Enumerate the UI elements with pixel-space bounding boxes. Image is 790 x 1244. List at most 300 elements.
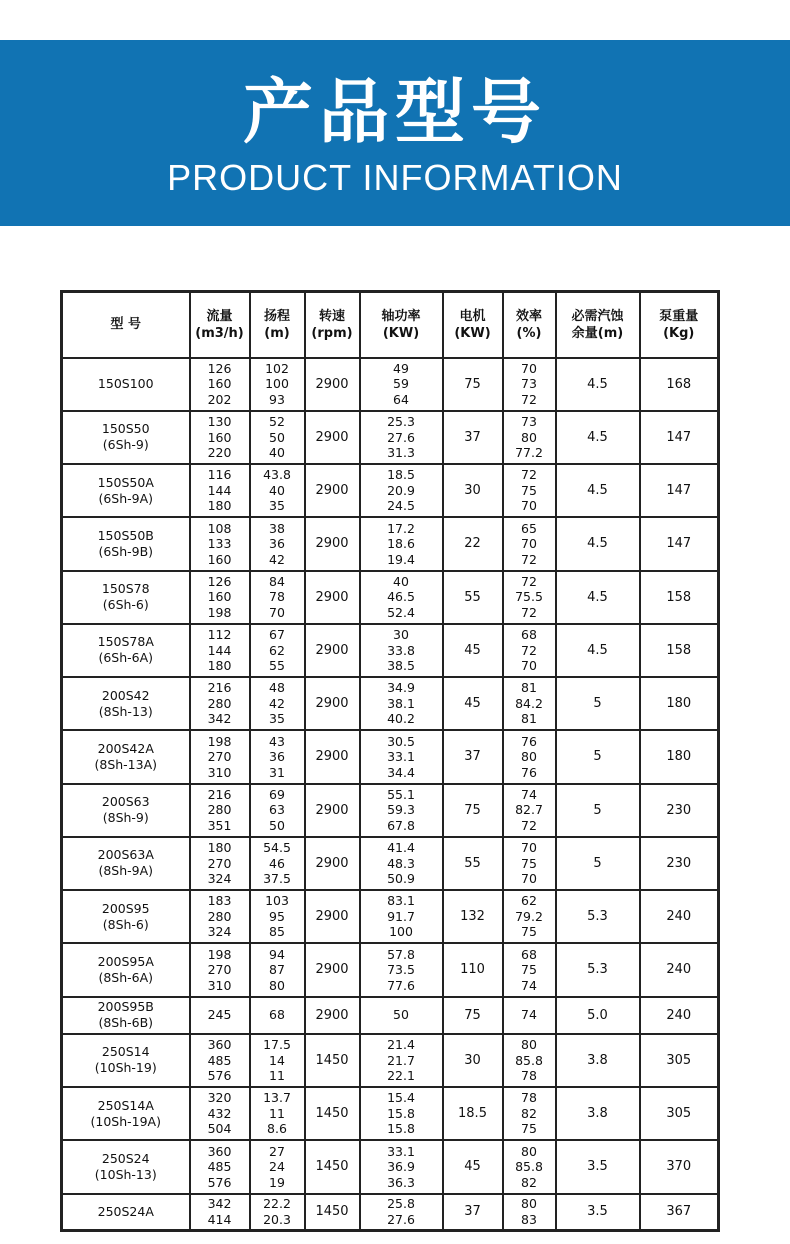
motor-cell: 55 <box>443 571 503 624</box>
flow-cell-value: 342 <box>207 1196 232 1212</box>
flow-cell-value: 280 <box>207 802 232 818</box>
shaft-power-cell-value: 17.2 <box>387 520 415 536</box>
efficiency-cell <box>503 677 556 730</box>
model-cell-value: 150S100 <box>97 376 154 392</box>
weight-cell: 305 <box>640 1034 719 1087</box>
head-cell-value: 20.3 <box>263 1211 291 1227</box>
efficiency-cell <box>503 943 556 996</box>
efficiency-cell-value: 82 <box>521 1105 537 1121</box>
shaft-power-cell-value: 52.4 <box>387 604 415 620</box>
head-cell-value: 95 <box>269 908 285 924</box>
efficiency-cell-value: 78 <box>521 1090 537 1106</box>
flow-cell-value: 342 <box>207 711 232 727</box>
efficiency-cell-value: 75.5 <box>515 589 543 605</box>
model-cell-value: 200S95B <box>97 999 154 1015</box>
flow-cell-value: 220 <box>207 445 232 461</box>
model-cell-value: 250S14 <box>101 1044 150 1060</box>
flow-cell-value: 112 <box>207 627 232 643</box>
flow-cell-value: 310 <box>207 977 232 993</box>
flow-cell <box>190 1034 250 1087</box>
flow-cell <box>190 624 250 677</box>
header-line: 效率 <box>515 308 542 324</box>
flow-cell-value: 144 <box>207 642 232 658</box>
motor-cell: 75 <box>443 784 503 837</box>
efficiency-cell <box>503 1194 556 1231</box>
efficiency-cell-value: 72 <box>521 817 537 833</box>
model-cell <box>62 1034 190 1087</box>
efficiency-cell-value: 70 <box>521 871 537 887</box>
model-cell-value: 200S63A <box>97 847 154 863</box>
header-efficiency <box>503 292 556 358</box>
shaft-power-cell-value: 15.4 <box>387 1090 415 1106</box>
shaft-power-cell <box>360 464 443 517</box>
head-cell-value: 11 <box>269 1105 285 1121</box>
efficiency-cell-value: 85.8 <box>515 1052 543 1068</box>
head-cell <box>250 358 305 411</box>
speed-cell: 2900 <box>305 571 360 624</box>
shaft-power-cell-value: 46.5 <box>387 589 415 605</box>
model-cell-value: 150S50B <box>97 527 154 543</box>
npsh-cell: 5.3 <box>556 943 640 996</box>
head-cell-value: 11 <box>269 1068 285 1084</box>
shaft-power-cell <box>360 677 443 730</box>
shaft-power-cell <box>360 1034 443 1087</box>
shaft-power-cell-value: 24.5 <box>387 498 415 514</box>
motor-cell: 75 <box>443 358 503 411</box>
model-cell-value: 200S42 <box>101 687 150 703</box>
model-cell <box>62 571 190 624</box>
efficiency-cell-value: 76 <box>521 733 537 749</box>
model-cell <box>62 943 190 996</box>
header-head <box>250 292 305 358</box>
head-cell-value: 22.2 <box>263 1196 291 1212</box>
efficiency-cell-value: 74 <box>521 1007 537 1023</box>
weight-cell: 240 <box>640 943 719 996</box>
head-cell-value: 40 <box>269 445 285 461</box>
efficiency-cell-value: 82 <box>521 1174 537 1190</box>
header-line: (m) <box>264 325 290 341</box>
motor-cell: 30 <box>443 464 503 517</box>
head-cell-value: 102 <box>265 360 289 376</box>
head-cell-value: 42 <box>269 551 285 567</box>
head-cell <box>250 517 305 570</box>
weight-cell: 180 <box>640 677 719 730</box>
efficiency-cell-value: 72 <box>521 551 537 567</box>
efficiency-cell-value: 68 <box>521 946 537 962</box>
speed-cell: 1450 <box>305 1140 360 1193</box>
model-cell-value: 250S24A <box>97 1203 154 1219</box>
flow-cell <box>190 943 250 996</box>
shaft-power-cell-value: 40 <box>393 573 409 589</box>
head-cell <box>250 997 305 1034</box>
head-cell-value: 19 <box>269 1174 285 1190</box>
model-cell-value: (8Sh-9) <box>102 810 149 826</box>
model-cell-value: 250S14A <box>97 1097 154 1113</box>
flow-cell-value: 180 <box>207 498 232 514</box>
shaft-power-cell-value: 49 <box>393 360 409 376</box>
header-line: (rpm) <box>311 325 353 341</box>
npsh-cell: 4.5 <box>556 624 640 677</box>
efficiency-cell-value: 77.2 <box>515 445 543 461</box>
shaft-power-cell-value: 48.3 <box>387 855 415 871</box>
efficiency-cell-value: 74 <box>521 977 537 993</box>
shaft-power-cell-value: 64 <box>393 391 409 407</box>
shaft-power-cell-value: 38.5 <box>387 658 415 674</box>
efficiency-cell <box>503 517 556 570</box>
speed-cell: 2900 <box>305 784 360 837</box>
shaft-power-cell <box>360 517 443 570</box>
header-model <box>62 292 190 358</box>
model-cell-value: (8Sh-6) <box>102 916 149 932</box>
shaft-power-cell-value: 100 <box>389 924 413 940</box>
flow-cell-value: 216 <box>207 680 232 696</box>
head-cell <box>250 1194 305 1231</box>
efficiency-cell-value: 70 <box>521 658 537 674</box>
title-banner <box>0 40 790 226</box>
shaft-power-cell-value: 50 <box>393 1007 409 1023</box>
head-cell-value: 35 <box>269 711 285 727</box>
head-cell-value: 70 <box>269 604 285 620</box>
flow-cell-value: 485 <box>207 1052 232 1068</box>
flow-cell <box>190 890 250 943</box>
efficiency-cell-value: 78 <box>521 1068 537 1084</box>
shaft-power-cell <box>360 784 443 837</box>
weight-cell: 230 <box>640 837 719 890</box>
shaft-power-cell-value: 59 <box>393 376 409 392</box>
shaft-power-cell <box>360 411 443 464</box>
model-cell-value: (6Sh-9B) <box>98 543 154 559</box>
model-cell <box>62 411 190 464</box>
npsh-cell: 5 <box>556 730 640 783</box>
head-cell-value: 85 <box>269 924 285 940</box>
efficiency-cell-value: 73 <box>521 414 537 430</box>
efficiency-cell-value: 72 <box>521 391 537 407</box>
header-line: (%) <box>516 325 542 341</box>
model-cell <box>62 1087 190 1140</box>
table-row <box>62 464 719 517</box>
shaft-power-cell-value: 34.4 <box>387 764 415 780</box>
model-cell-value: (8Sh-9A) <box>98 863 154 879</box>
header-line: (KW) <box>382 325 420 341</box>
model-cell <box>62 730 190 783</box>
shaft-power-cell-value: 73.5 <box>387 962 415 978</box>
flow-cell-value: 360 <box>207 1143 232 1159</box>
head-cell-value: 103 <box>265 893 289 909</box>
shaft-power-cell-value: 83.1 <box>387 893 415 909</box>
head-cell-value: 100 <box>265 376 289 392</box>
model-cell-value: 200S63 <box>101 794 150 810</box>
shaft-power-cell-value: 19.4 <box>387 551 415 567</box>
flow-cell-value: 198 <box>207 946 232 962</box>
flow-cell-value: 485 <box>207 1159 232 1175</box>
shaft-power-cell <box>360 890 443 943</box>
shaft-power-cell-value: 15.8 <box>387 1121 415 1137</box>
flow-cell-value: 310 <box>207 764 232 780</box>
head-cell-value: 43 <box>269 733 285 749</box>
efficiency-cell-value: 80 <box>521 1037 537 1053</box>
motor-cell: 110 <box>443 943 503 996</box>
shaft-power-cell-value: 30 <box>393 627 409 643</box>
model-cell <box>62 997 190 1034</box>
table-row <box>62 411 719 464</box>
shaft-power-cell-value: 25.3 <box>387 414 415 430</box>
model-cell-value: 250S24 <box>101 1150 150 1166</box>
model-cell-value: (8Sh-13) <box>98 703 153 719</box>
head-cell-value: 87 <box>269 962 285 978</box>
flow-cell-value: 133 <box>207 536 232 552</box>
efficiency-cell <box>503 358 556 411</box>
efficiency-cell-value: 62 <box>521 893 537 909</box>
model-cell <box>62 890 190 943</box>
motor-cell: 55 <box>443 837 503 890</box>
flow-cell-value: 414 <box>207 1211 232 1227</box>
flow-cell <box>190 677 250 730</box>
model-cell-value: 150S78 <box>101 581 150 597</box>
motor-cell: 22 <box>443 517 503 570</box>
motor-cell: 45 <box>443 624 503 677</box>
efficiency-cell-value: 65 <box>521 520 537 536</box>
head-cell-value: 48 <box>269 680 285 696</box>
head-cell-value: 63 <box>269 802 285 818</box>
shaft-power-cell <box>360 571 443 624</box>
head-cell <box>250 624 305 677</box>
header-line: 余量(m) <box>571 325 624 341</box>
head-cell-value: 68 <box>269 1007 285 1023</box>
npsh-cell: 4.5 <box>556 358 640 411</box>
head-cell-value: 46 <box>269 855 285 871</box>
efficiency-cell-value: 68 <box>521 627 537 643</box>
model-cell <box>62 358 190 411</box>
shaft-power-cell <box>360 730 443 783</box>
flow-cell-value: 432 <box>207 1105 232 1121</box>
flow-cell <box>190 784 250 837</box>
head-cell-value: 17.5 <box>263 1037 291 1053</box>
shaft-power-cell-value: 67.8 <box>387 817 415 833</box>
speed-cell: 2900 <box>305 624 360 677</box>
flow-cell-value: 245 <box>207 1007 232 1023</box>
shaft-power-cell-value: 21.7 <box>387 1052 415 1068</box>
table-row <box>62 677 719 730</box>
flow-cell-value: 130 <box>207 414 232 430</box>
table-row <box>62 1087 719 1140</box>
head-cell-value: 43.8 <box>263 467 291 483</box>
weight-cell: 158 <box>640 571 719 624</box>
model-cell-value: 200S42A <box>97 740 154 756</box>
motor-cell: 132 <box>443 890 503 943</box>
weight-cell: 240 <box>640 890 719 943</box>
shaft-power-cell <box>360 943 443 996</box>
efficiency-cell-value: 72 <box>521 604 537 620</box>
head-cell-value: 69 <box>269 786 285 802</box>
npsh-cell: 4.5 <box>556 517 640 570</box>
model-cell <box>62 677 190 730</box>
flow-cell-value: 126 <box>207 360 232 376</box>
shaft-power-cell-value: 36.9 <box>387 1159 415 1175</box>
flow-cell <box>190 1087 250 1140</box>
flow-cell-value: 160 <box>207 376 232 392</box>
model-cell <box>62 464 190 517</box>
model-cell-value: (6Sh-9A) <box>98 490 154 506</box>
shaft-power-cell-value: 21.4 <box>387 1037 415 1053</box>
flow-cell-value: 160 <box>207 589 232 605</box>
shaft-power-cell-value: 25.8 <box>387 1196 415 1212</box>
speed-cell: 1450 <box>305 1087 360 1140</box>
head-cell-value: 67 <box>269 627 285 643</box>
head-cell-value: 31 <box>269 764 285 780</box>
head-cell-value: 14 <box>269 1052 285 1068</box>
flow-cell-value: 180 <box>207 840 232 856</box>
shaft-power-cell-value: 30.5 <box>387 733 415 749</box>
model-cell-value: (10Sh-13) <box>94 1166 157 1182</box>
speed-cell: 2900 <box>305 677 360 730</box>
efficiency-cell-value: 82.7 <box>515 802 543 818</box>
speed-cell: 2900 <box>305 837 360 890</box>
shaft-power-cell <box>360 624 443 677</box>
npsh-cell: 5 <box>556 677 640 730</box>
efficiency-cell-value: 80 <box>521 1143 537 1159</box>
model-cell <box>62 784 190 837</box>
efficiency-cell <box>503 1140 556 1193</box>
shaft-power-cell <box>360 997 443 1034</box>
head-cell-value: 42 <box>269 695 285 711</box>
efficiency-cell-value: 70 <box>521 840 537 856</box>
efficiency-cell <box>503 571 556 624</box>
table-row <box>62 943 719 996</box>
head-cell-value: 94 <box>269 946 285 962</box>
table-row <box>62 730 719 783</box>
head-cell-value: 50 <box>269 429 285 445</box>
motor-cell: 37 <box>443 730 503 783</box>
model-cell <box>62 1194 190 1231</box>
model-cell-value: 200S95 <box>101 900 150 916</box>
motor-cell: 37 <box>443 411 503 464</box>
speed-cell: 2900 <box>305 411 360 464</box>
model-cell <box>62 517 190 570</box>
flow-cell <box>190 730 250 783</box>
weight-cell: 147 <box>640 464 719 517</box>
header-motor <box>443 292 503 358</box>
flow-cell-value: 270 <box>207 749 232 765</box>
head-cell <box>250 730 305 783</box>
head-cell-value: 62 <box>269 642 285 658</box>
flow-cell-value: 504 <box>207 1121 232 1137</box>
head-cell <box>250 890 305 943</box>
npsh-cell: 3.8 <box>556 1034 640 1087</box>
efficiency-cell-value: 81 <box>521 711 537 727</box>
speed-cell: 2900 <box>305 358 360 411</box>
table-row <box>62 1034 719 1087</box>
efficiency-cell <box>503 730 556 783</box>
shaft-power-cell-value: 36.3 <box>387 1174 415 1190</box>
motor-cell: 18.5 <box>443 1087 503 1140</box>
header-line: 扬程 <box>263 308 290 324</box>
head-cell <box>250 1140 305 1193</box>
header-line: 泵重量 <box>659 308 699 324</box>
flow-cell-value: 351 <box>207 817 232 833</box>
efficiency-cell-value: 70 <box>521 498 537 514</box>
header-line: 必需汽蚀 <box>571 308 624 324</box>
flow-cell <box>190 411 250 464</box>
flow-cell <box>190 997 250 1034</box>
flow-cell <box>190 837 250 890</box>
header-weight <box>640 292 719 358</box>
header-line: 转速 <box>318 308 345 324</box>
table-header-row <box>62 292 719 358</box>
shaft-power-cell-value: 33.1 <box>387 1143 415 1159</box>
model-cell-value: (8Sh-6A) <box>98 969 154 985</box>
efficiency-cell-value: 79.2 <box>515 908 543 924</box>
shaft-power-cell-value: 55.1 <box>387 786 415 802</box>
flow-cell-value: 280 <box>207 695 232 711</box>
head-cell <box>250 571 305 624</box>
head-cell-value: 24 <box>269 1159 285 1175</box>
flow-cell-value: 360 <box>207 1037 232 1053</box>
header-speed <box>305 292 360 358</box>
model-cell-value: (6Sh-6) <box>102 597 149 613</box>
efficiency-cell-value: 73 <box>521 376 537 392</box>
speed-cell: 2900 <box>305 730 360 783</box>
efficiency-cell-value: 85.8 <box>515 1159 543 1175</box>
table-row <box>62 358 719 411</box>
head-cell-value: 27 <box>269 1143 285 1159</box>
motor-cell: 37 <box>443 1194 503 1231</box>
shaft-power-cell <box>360 1087 443 1140</box>
head-cell-value: 84 <box>269 573 285 589</box>
model-cell-value: (8Sh-6B) <box>98 1015 154 1031</box>
speed-cell: 1450 <box>305 1194 360 1231</box>
efficiency-cell-value: 75 <box>521 1121 537 1137</box>
shaft-power-cell-value: 15.8 <box>387 1105 415 1121</box>
shaft-power-cell-value: 18.5 <box>387 467 415 483</box>
shaft-power-cell <box>360 1140 443 1193</box>
efficiency-cell-value: 83 <box>521 1211 537 1227</box>
model-cell-value: 150S50A <box>97 474 154 490</box>
flow-cell-value: 108 <box>207 520 232 536</box>
npsh-cell: 3.8 <box>556 1087 640 1140</box>
flow-cell-value: 280 <box>207 908 232 924</box>
table-row <box>62 890 719 943</box>
flow-cell-value: 198 <box>207 733 232 749</box>
motor-cell: 45 <box>443 1140 503 1193</box>
speed-cell: 2900 <box>305 943 360 996</box>
npsh-cell: 4.5 <box>556 464 640 517</box>
head-cell-value: 93 <box>269 391 285 407</box>
page-title: 产品型号 <box>243 71 547 153</box>
head-cell-value: 55 <box>269 658 285 674</box>
model-cell-value: (10Sh-19) <box>94 1060 157 1076</box>
flow-cell-value: 216 <box>207 786 232 802</box>
header-shaft-power <box>360 292 443 358</box>
speed-cell: 2900 <box>305 517 360 570</box>
flow-cell-value: 198 <box>207 604 232 620</box>
shaft-power-cell <box>360 358 443 411</box>
efficiency-cell-value: 70 <box>521 360 537 376</box>
flow-cell <box>190 464 250 517</box>
flow-cell <box>190 358 250 411</box>
npsh-cell: 5 <box>556 784 640 837</box>
table-row <box>62 517 719 570</box>
weight-cell: 147 <box>640 411 719 464</box>
head-cell-value: 13.7 <box>263 1090 291 1106</box>
header-npsh <box>556 292 640 358</box>
efficiency-cell <box>503 411 556 464</box>
model-cell-value: (8Sh-13A) <box>94 756 158 772</box>
head-cell-value: 38 <box>269 520 285 536</box>
flow-cell-value: 183 <box>207 893 232 909</box>
table-row <box>62 997 719 1034</box>
weight-cell: 168 <box>640 358 719 411</box>
model-cell <box>62 837 190 890</box>
